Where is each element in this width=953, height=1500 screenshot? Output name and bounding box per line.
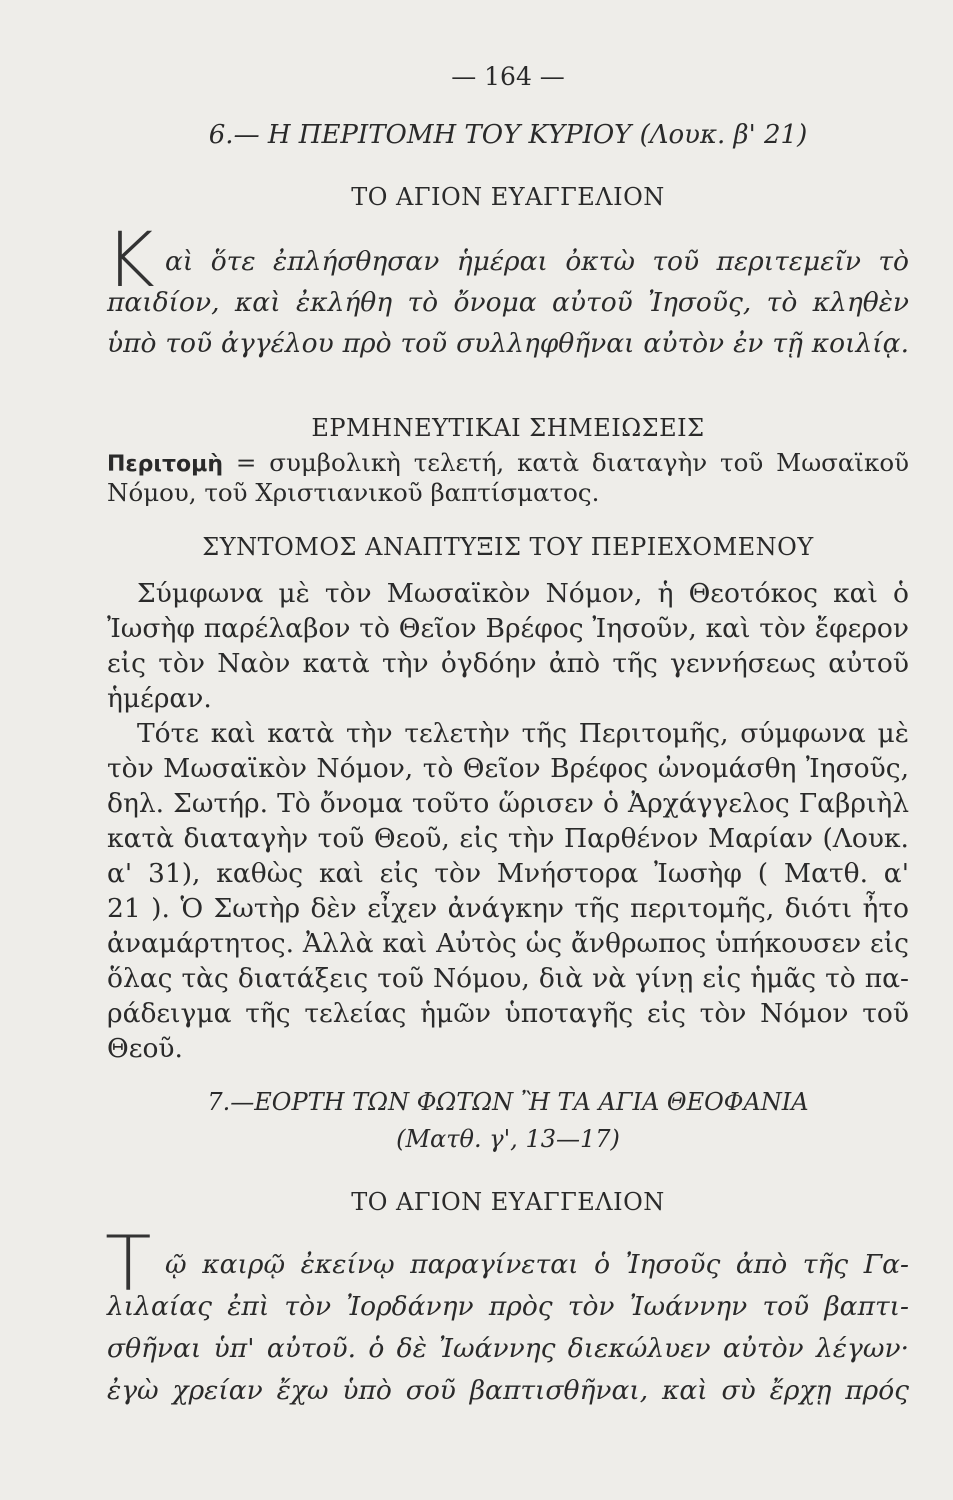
section-6-dropcap: Κ: [105, 215, 155, 304]
section-6-gospel-heading: ΤΟ ΑΓΙΟΝ ΕΥΑΓΓΕΛΙΟΝ: [351, 183, 665, 211]
section-7-gospel-line: σθῆναι ὑπ' αὐτοῦ. ὁ δὲ Ἰωάννης διεκώλυεν αὐτὸν λέγων·: [107, 1333, 909, 1364]
note-line: Νόμου, τοῦ Χριστιανικοῦ βαπτίσματος.: [107, 478, 600, 507]
summary-line: α' 31), καθὼς καὶ εἰς τὸν Μνήστορα Ἰωσὴφ ( Ματθ. α': [107, 858, 909, 889]
section-7-dropcap: Τ: [105, 1219, 152, 1308]
summary-line: κατὰ διαταγὴν τοῦ Θεοῦ, εἰς τὴν Παρθένον Μαρίαν (Λουκ.: [107, 823, 909, 854]
summary-line: Θεοῦ.: [107, 1033, 183, 1064]
note-definition: = συμβολικὴ τελετή, κατὰ διαταγὴν τοῦ Μωσαϊκοῦ: [222, 448, 909, 477]
summary-line: δηλ. Σωτήρ. Τὸ ὄνομα τοῦτο ὥρισεν ὁ Ἀρχάγγελος Γαβριὴλ: [107, 788, 909, 819]
page-number: — 164 —: [451, 62, 565, 91]
summary-line: τὸν Μωσαϊκὸν Νόμον, τὸ Θεῖον Βρέφος ὠνομάσθη Ἰησοῦς,: [107, 753, 909, 784]
section-7-gospel-line: λιλαίας ἐπὶ τὸν Ἰορδάνην πρὸς τὸν Ἰωάννην τοῦ βαπτι-: [107, 1291, 909, 1322]
section-7-gospel-line: ῷ καιρῷ ἐκείνῳ παραγίνεται ὁ Ἰησοῦς ἀπὸ τῆς Γα-: [165, 1249, 909, 1280]
section-6-gospel-line: αὶ ὅτε ἐπλήσθησαν ἡμέραι ὀκτὼ τοῦ περιτεμεῖν τὸ: [165, 246, 909, 277]
summary-heading: ΣΥΝΤΟΜΟΣ ΑΝΑΠΤΥΞΙΣ ΤΟΥ ΠΕΡΙΕΧΟΜΕΝΟΥ: [202, 533, 814, 561]
summary-line: Σύμφωνα μὲ τὸν Μωσαϊκὸν Νόμον, ἡ Θεοτόκος καὶ ὁ: [137, 578, 909, 609]
section-6-title: 6.— Η ΠΕΡΙΤΟΜΗ ΤΟΥ ΚΥΡΙΟΥ (Λουκ. β' 21): [208, 120, 808, 150]
summary-line: Ἰωσὴφ παρέλαβον τὸ Θεῖον Βρέφος Ἰησοῦν, καὶ τὸν ἔφερον: [107, 613, 909, 644]
section-7-title: 7.—ΕΟΡΤΗ ΤΩΝ ΦΩΤΩΝ Ἢ ΤΑ ΑΓΙΑ ΘΕΟΦΑΝΙΑ: [207, 1088, 809, 1116]
summary-line: ὅλας τὰς διατάξεις τοῦ Νόμου, διὰ νὰ γίνῃ εἰς ἡμᾶς τὸ πα-: [107, 963, 909, 994]
section-7-gospel-line: ἐγὼ χρείαν ἔχω ὑπὸ σοῦ βαπτισθῆναι, καὶ σὺ ἔρχῃ πρός: [107, 1375, 909, 1406]
section-6-gospel-line: παιδίον, καὶ ἐκλήθη τὸ ὄνομα αὐτοῦ Ἰησοῦς, τὸ κληθὲν: [107, 287, 909, 318]
section-7-subtitle: (Ματθ. γ', 13—17): [396, 1125, 620, 1153]
summary-line: Τότε καὶ κατὰ τὴν τελετὴν τῆς Περιτομῆς, σύμφωνα μὲ: [137, 718, 909, 749]
summary-line: εἰς τὸν Ναὸν κατὰ τὴν ὀγδόην ἀπὸ τῆς γεννήσεως αὐτοῦ: [107, 648, 909, 679]
section-6-gospel-line: ὑπὸ τοῦ ἀγγέλου πρὸ τοῦ συλληφθῆναι αὐτὸν ἐν τῇ κοιλίᾳ.: [107, 328, 909, 359]
notes-heading: ΕΡΜΗΝΕΥΤΙΚΑΙ ΣΗΜΕΙΩΣΕΙΣ: [311, 414, 705, 442]
summary-line: ράδειγμα τῆς τελείας ἡμῶν ὑποταγῆς εἰς τὸν Νόμον τοῦ: [107, 998, 909, 1029]
summary-line: ἡμέραν.: [107, 683, 212, 714]
note-term: Περιτομὴ: [107, 452, 223, 477]
summary-line: ἀναμάρτητος. Ἀλλὰ καὶ Αὐτὸς ὡς ἄνθρωπος ὑπήκουσεν εἰς: [107, 928, 909, 959]
summary-line: 21 ). Ὁ Σωτὴρ δὲν εἶχεν ἀνάγκην τῆς περιτομῆς, διότι ἦτο: [107, 893, 909, 924]
section-7-gospel-heading: ΤΟ ΑΓΙΟΝ ΕΥΑΓΓΕΛΙΟΝ: [351, 1188, 665, 1216]
